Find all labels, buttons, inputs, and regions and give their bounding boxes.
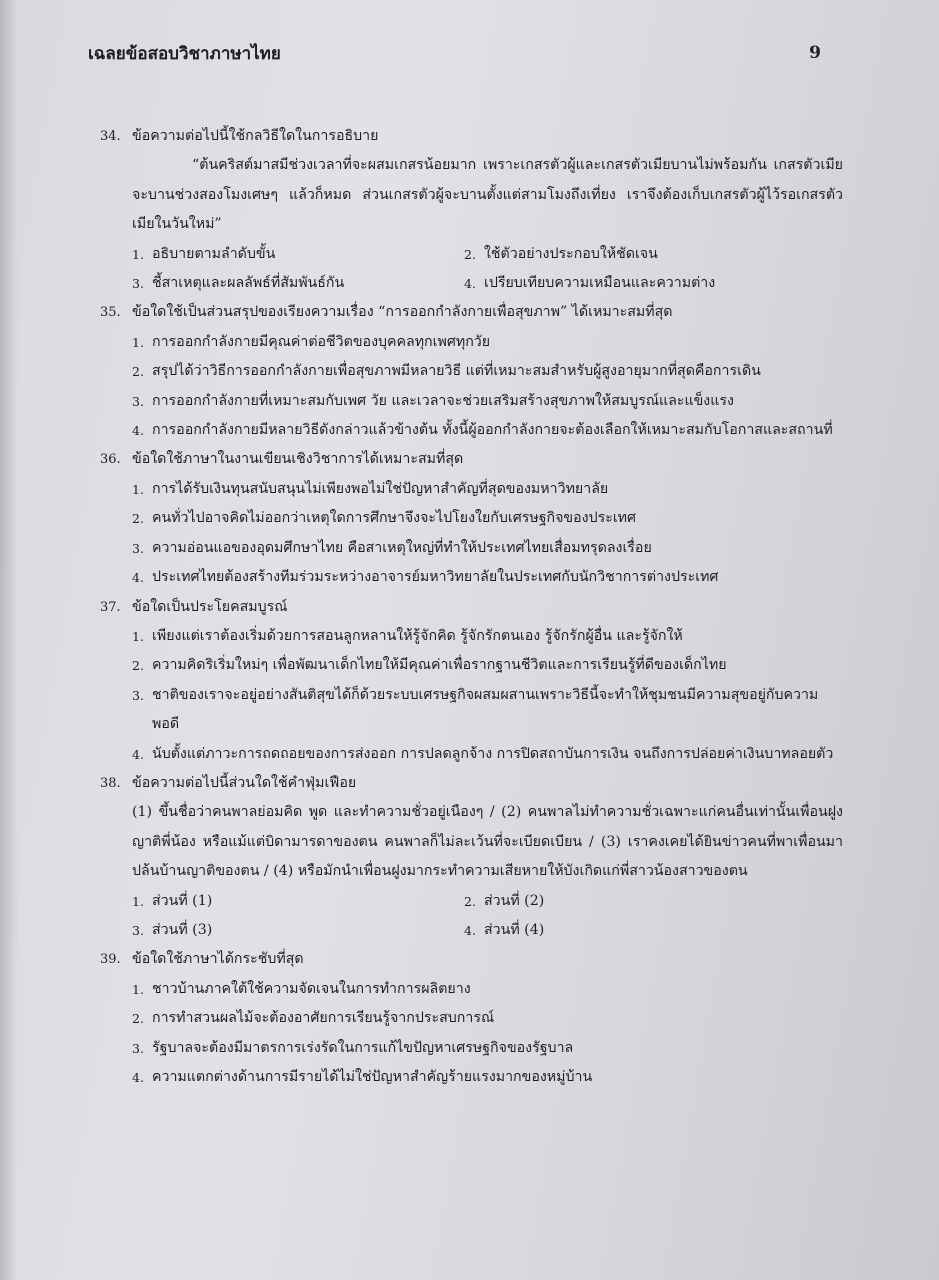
option-number: 4.: [464, 276, 476, 292]
option-number: 4.: [464, 922, 476, 938]
option-4[interactable]: [132, 416, 843, 445]
page-header: [88, 38, 821, 68]
options: [132, 475, 843, 593]
option-number: 2.: [464, 893, 476, 909]
option-number: 3.: [132, 1040, 144, 1056]
option-text: ชี้สาเหตุและผลลัพธ์ที่สัมพันธ์กัน: [152, 275, 345, 292]
option-text: อธิบายตามลำดับขั้น: [152, 245, 276, 262]
option-number: 3.: [132, 276, 144, 292]
option-number: 3.: [132, 540, 144, 556]
option-number: 3.: [132, 922, 144, 938]
option-1[interactable]: [132, 622, 843, 651]
option-number: 1.: [132, 246, 144, 262]
option-text: การได้รับเงินทุนสนับสนุนไม่เพียงพอไม่ใช่ปัญหาสำคัญที่สุดของมหาวิทยาลัย: [152, 480, 609, 497]
options: [132, 887, 843, 946]
question-39: [100, 945, 843, 1092]
option-2[interactable]: [132, 651, 843, 680]
option-number: 4.: [132, 746, 144, 762]
option-number: 2.: [132, 658, 144, 674]
options: [132, 975, 843, 1093]
option-text: การออกกำลังกายมีคุณค่าต่อชีวิตของบุคคลทุกเพศทุกวัย: [152, 333, 491, 350]
option-4[interactable]: [464, 916, 843, 945]
option-number: 1.: [132, 628, 144, 644]
option-1[interactable]: [132, 328, 843, 357]
question-38: [100, 769, 843, 945]
option-1[interactable]: [132, 475, 843, 504]
question-36: [100, 445, 843, 592]
header-title: เฉลยข้อสอบวิชาภาษาไทย: [88, 43, 281, 64]
option-2[interactable]: [464, 240, 843, 269]
question-text: ข้อใดใช้ภาษาได้กระชับที่สุด: [132, 951, 304, 968]
option-text: เพียงแต่เราต้องเริ่มด้วยการสอนลูกหลานให้รู้จักคิด รู้จักรักตนเอง รู้จักรักผู้อื่น และรู้จักให้: [152, 627, 683, 644]
option-text: ประเทศไทยต้องสร้างทีมร่วมระหว่างอาจารย์มหาวิทยาลัยในประเทศกับนักวิชาการต่างประเทศ: [152, 569, 719, 586]
option-number: 2.: [132, 1011, 144, 1027]
option-number: 2.: [464, 246, 476, 262]
option-text: ส่วนที่ (2): [484, 892, 545, 909]
option-3[interactable]: [132, 387, 843, 416]
option-1[interactable]: [132, 887, 464, 916]
option-number: 1.: [132, 981, 144, 997]
option-text: ใช้ตัวอย่างประกอบให้ชัดเจน: [484, 245, 658, 262]
question-passage: (1) ขึ้นชื่อว่าคนพาลย่อมคิด พูด และทำความชั่วอยู่เนืองๆ / (2) คนพาลไม่ทำความชั่วเฉพาะแก่คนอื่นเท่านั้นเพื่อนฝูง ญาติพี่น้อง หรือแม้แต่บิดามารดาของตน คนพาลก็ไม่ละเว้นที่จะเบียดเบียน / (3) เราคงเคยได้ยินข่าวคนที่พาเพื่อนมาปล้นบ้านญาติของตน / (4) หรือมักนำเพื่อนฝูงมากระทำความเสียหายให้บังเกิดแก่พี่สาวน้องสาวของตน: [132, 804, 843, 880]
question-number: 37.: [100, 599, 121, 615]
option-3[interactable]: [132, 269, 464, 298]
option-text: ความอ่อนแอของอุดมศึกษาไทย คือสาเหตุใหญ่ที่ทำให้ประเทศไทยเสื่อมทรุดลงเรื่อย: [152, 539, 652, 556]
question-35: [100, 298, 843, 445]
option-4[interactable]: [132, 563, 843, 592]
option-number: 2.: [132, 511, 144, 527]
question-number: 35.: [100, 305, 121, 321]
option-number: 2.: [132, 364, 144, 380]
question-list: [100, 122, 843, 1092]
question-number: 34.: [100, 129, 121, 144]
options: [132, 328, 843, 446]
option-text: สรุปได้ว่าวิธีการออกกำลังกายเพื่อสุขภาพมีหลายวิธี แต่ที่เหมาะสมสำหรับผู้สูงอายุมากที่สุดคือการเดิน: [152, 363, 761, 380]
option-3[interactable]: [132, 916, 464, 945]
option-text: ส่วนที่ (3): [152, 921, 213, 938]
option-2[interactable]: [132, 1004, 843, 1033]
option-1[interactable]: [132, 975, 843, 1004]
option-text: เปรียบเทียบความเหมือนและความต่าง: [484, 275, 716, 292]
option-number: 1.: [132, 334, 144, 350]
option-number: 1.: [132, 893, 144, 909]
option-number: 3.: [132, 687, 144, 703]
option-2[interactable]: [132, 357, 843, 386]
option-text: นับตั้งแต่ภาวะการถดถอยของการส่งออก การปลดลูกจ้าง การปิดสถาบันการเงิน จนถึงการปล่อยค่าเงินบาทลอยตัว: [152, 745, 834, 762]
option-number: 1.: [132, 481, 144, 497]
option-text: ส่วนที่ (4): [484, 921, 545, 938]
option-text: การออกกำลังกายมีหลายวิธีดังกล่าวแล้วข้างต้น ทั้งนี้ผู้ออกกำลังกายจะต้องเลือกให้เหมาะสมกับโอกาสและสถานที่: [152, 422, 833, 439]
option-text: ส่วนที่ (1): [152, 892, 213, 909]
option-3[interactable]: [132, 1034, 843, 1063]
question-text: ข้อความต่อไปนี้ใช้กลวิธีใดในการอธิบาย: [132, 128, 379, 144]
option-1[interactable]: [132, 240, 464, 269]
option-number: 3.: [132, 393, 144, 409]
option-text: คนทั่วไปอาจคิดไม่ออกว่าเหตุใดการศึกษาจึงจะไปโยงใยกับเศรษฐกิจของประเทศ: [152, 510, 637, 527]
question-number: 36.: [100, 452, 121, 468]
option-3[interactable]: [132, 534, 843, 563]
option-text: รัฐบาลจะต้องมีมาตรการเร่งรัดในการแก้ไขปัญหาเศรษฐกิจของรัฐบาล: [152, 1039, 574, 1056]
option-text: ชาติของเราจะอยู่อย่างสันติสุขได้ก็ด้วยระบบเศรษฐกิจผสมผสานเพราะวิธีนี้จะทำให้ชุมชนมีความสุขอยู่กับความพอดี: [152, 686, 819, 733]
question-passage: “ต้นคริสต์มาสมีช่วงเวลาที่จะผสมเกสรน้อยมาก เพราะเกสรตัวผู้และเกสรตัวเมียบานไม่พร้อมกัน เกสรตัวเมียจะบานช่วงสองโมงเศษๆ แล้วก็หมด ส่วนเกสรตัวผู้จะบานตั้งแต่สามโมงถึงเที่ยง เราจึงต้องเก็บเกสรตัวผู้ไว้รอเกสรตัวเมียในวันใหม่”: [132, 157, 843, 233]
option-4[interactable]: [464, 269, 843, 298]
question-number: 39.: [100, 952, 121, 968]
question-text: ข้อใดเป็นประโยคสมบูรณ์: [132, 598, 288, 615]
question-text: ข้อใดใช้ภาษาในงานเขียนเชิงวิชาการได้เหมาะสมที่สุด: [132, 451, 464, 468]
option-text: ความคิดริเริ่มใหม่ๆ เพื่อพัฒนาเด็กไทยให้มีคุณค่าเพื่อรากฐานชีวิตและการเรียนรู้ที่ดีของเด็กไทย: [152, 657, 727, 674]
question-text: ข้อใดใช้เป็นส่วนสรุปของเรียงความเรื่อง “การออกกำลังกายเพื่อสุขภาพ” ได้เหมาะสมที่สุด: [132, 304, 673, 321]
option-4[interactable]: [132, 1063, 843, 1092]
question-37: [100, 593, 843, 769]
question-number: 38.: [100, 775, 121, 791]
option-number: 4.: [132, 423, 144, 439]
option-2[interactable]: [132, 504, 843, 533]
option-text: ชาวบ้านภาคใต้ใช้ความจัดเจนในการทำการผลิตยาง: [152, 980, 471, 997]
option-4[interactable]: [132, 740, 843, 769]
option-text: ความแตกต่างด้านการมีรายได้ไม่ใช่ปัญหาสำคัญร้ายแรงมากของหมู่บ้าน: [152, 1069, 593, 1085]
options: [132, 240, 843, 299]
option-number: 4.: [132, 570, 144, 586]
option-2[interactable]: [464, 887, 843, 916]
option-3[interactable]: [132, 681, 843, 740]
option-text: การทำสวนผลไม้จะต้องอาศัยการเรียนรู้จากประสบการณ์: [152, 1010, 495, 1027]
option-text: การออกกำลังกายที่เหมาะสมกับเพศ วัย และเวลาจะช่วยเสริมสร้างสุขภาพให้สมบูรณ์และแข็งแรง: [152, 392, 734, 409]
question-text: ข้อความต่อไปนี้ส่วนใดใช้คำฟุ่มเฟือย: [132, 774, 357, 791]
page-number: 9: [809, 43, 821, 63]
question-34: [100, 122, 843, 298]
options: [132, 622, 843, 769]
option-number: 4.: [132, 1070, 144, 1085]
